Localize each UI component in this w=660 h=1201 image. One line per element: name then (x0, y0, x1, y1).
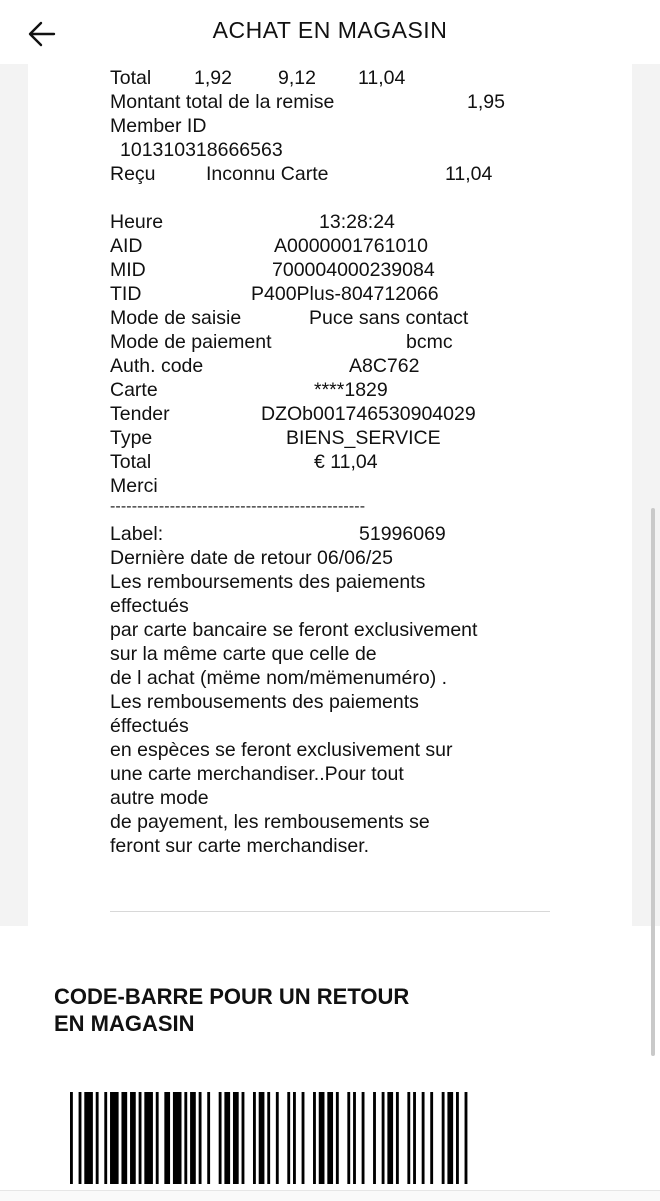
barcode-bar (456, 1092, 459, 1184)
barcode-bar (190, 1092, 196, 1184)
member-id-label: Member ID (110, 115, 207, 137)
barcode-bar (164, 1092, 170, 1184)
barcode-title-line-2: EN MAGASIN (54, 1011, 195, 1036)
receipt-line-total (110, 66, 406, 90)
detail-tid-label: TID (110, 283, 142, 305)
policy-line: Les rembousements des paiements (110, 691, 419, 713)
barcode-bar (302, 1092, 305, 1184)
barcode-bar (353, 1092, 356, 1184)
total-value-3: 11,04 (358, 67, 406, 89)
recu-value: 11,04 (445, 163, 493, 185)
barcode-bar (327, 1092, 333, 1184)
barcode-bar (442, 1092, 445, 1184)
divider (110, 911, 550, 912)
policy-line: par carte bancaire se feront exclusivement (110, 619, 478, 641)
barcode-bar (79, 1092, 82, 1184)
barcode-bar (121, 1092, 127, 1184)
barcode-bar (287, 1092, 290, 1184)
barcode-bar (207, 1092, 210, 1184)
detail-aid-label: AID (110, 235, 143, 257)
detail-aid-value: A0000001761010 (274, 235, 428, 257)
barcode-title-line-1: CODE-BARRE POUR UN RETOUR (54, 984, 410, 1009)
barcode-bar (413, 1092, 416, 1184)
policy-line: une carte merchandiser..Pour tout (110, 763, 404, 785)
barcode-bar (347, 1092, 350, 1184)
barcode-bar (130, 1092, 136, 1184)
barcode-bar (259, 1092, 265, 1184)
detail-tender-label: Tender (110, 403, 170, 425)
barcode-bar (144, 1092, 153, 1184)
detail-mode-saisie-value: Puce sans contact (309, 307, 469, 329)
detail-mode-saisie-label: Mode de saisie (110, 307, 242, 329)
barcode-bar (139, 1092, 142, 1184)
total-value-2: 9,12 (278, 67, 316, 89)
barcode-bar (430, 1092, 433, 1184)
barcode-bar (233, 1092, 239, 1184)
detail-type-label: Type (110, 427, 153, 449)
barcode-bar (422, 1092, 425, 1184)
discount-label: Montant total de la remise (110, 91, 335, 113)
barcode-bar (184, 1092, 187, 1184)
barcode-bar (96, 1092, 99, 1184)
top-bar (0, 0, 660, 64)
merci-text: Merci (110, 475, 158, 497)
detail-tender-value: DZOb001746530904029 (261, 403, 476, 425)
member-id-value: 101310318666563 (120, 139, 283, 161)
detail-auth-code-value: A8C762 (349, 355, 420, 377)
detail-carte-value: ****1829 (314, 379, 388, 401)
barcode-bar (396, 1092, 399, 1184)
policy-line: de payement, les rembousements se (110, 811, 430, 833)
return-barcode (70, 1092, 476, 1184)
barcode-bar (219, 1092, 222, 1184)
receipt-line-recu (110, 162, 510, 186)
detail-tid-value: P400Plus-804712066 (251, 283, 439, 305)
detail-type-value: BIENS_SERVICE (286, 427, 441, 449)
barcode-bar (362, 1092, 365, 1184)
barcode-bar (387, 1092, 393, 1184)
detail-mode-paiement-value: bcmc (406, 331, 453, 353)
detail-carte-label: Carte (110, 379, 158, 401)
barcode-bar (253, 1092, 256, 1184)
barcode-bar (407, 1092, 410, 1184)
detail-auth-code-label: Auth. code (110, 355, 204, 377)
barcode-bar (70, 1092, 73, 1184)
bottom-sheet-edge (0, 1190, 660, 1201)
label-value: 51996069 (359, 523, 446, 545)
policy-line: autre mode (110, 787, 209, 809)
detail-mode-paiement-label: Mode de paiement (110, 331, 272, 353)
barcode-bar (382, 1092, 385, 1184)
policy-line: de l achat (mëme nom/mëmenuméro) . (110, 667, 448, 689)
barcode-bar (319, 1092, 325, 1184)
policy-line: feront sur carte merchandiser. (110, 835, 370, 857)
barcode-bar (224, 1092, 230, 1184)
total-label: Total (110, 67, 152, 89)
policy-line: effectués (110, 595, 189, 617)
barcode-bar (276, 1092, 279, 1184)
recu-label: Reçu (110, 163, 156, 185)
barcode-bar (104, 1092, 107, 1184)
receipt-scroll-area[interactable] (0, 64, 660, 926)
barcode-bar (173, 1092, 182, 1184)
policy-line: sur la même carte que celle de (110, 643, 377, 665)
barcode-bar (199, 1092, 202, 1184)
return-date: Dernière date de retour 06/06/25 (110, 547, 393, 569)
barcode-bar (447, 1092, 453, 1184)
detail-mid-label: MID (110, 259, 146, 281)
total-value-1: 1,92 (194, 67, 232, 89)
barcode-bar (293, 1092, 296, 1184)
barcode-section-title (54, 983, 514, 1037)
label-label: Label: (110, 523, 164, 545)
barcode-bar (242, 1092, 245, 1184)
barcode-bar (156, 1092, 159, 1184)
detail-heure-value: 13:28:24 (319, 211, 395, 233)
detail-total-value: € 11,04 (314, 451, 378, 473)
barcode-bar (336, 1092, 339, 1184)
policy-line: Les remboursements des paiements (110, 571, 426, 593)
detail-mid-value: 700004000239084 (272, 259, 435, 281)
scrollbar[interactable] (651, 508, 655, 1056)
dashed-separator: ----------------------------------------------- (110, 498, 366, 515)
policy-line: éffectués (110, 715, 189, 737)
detail-total-label: Total (110, 451, 152, 473)
barcode-bar (110, 1092, 119, 1184)
barcode-bar (465, 1092, 468, 1184)
recu-type: Inconnu Carte (206, 163, 329, 185)
barcode-bar (373, 1092, 376, 1184)
discount-value: 1,95 (467, 91, 505, 113)
barcode-bar (267, 1092, 270, 1184)
detail-heure-label: Heure (110, 211, 164, 233)
receipt-line-discount (110, 90, 510, 114)
barcode-bar (313, 1092, 316, 1184)
policy-line: en espèces se feront exclusivement sur (110, 739, 453, 761)
barcode-bar (84, 1092, 93, 1184)
page-title: ACHAT EN MAGASIN (212, 17, 448, 43)
